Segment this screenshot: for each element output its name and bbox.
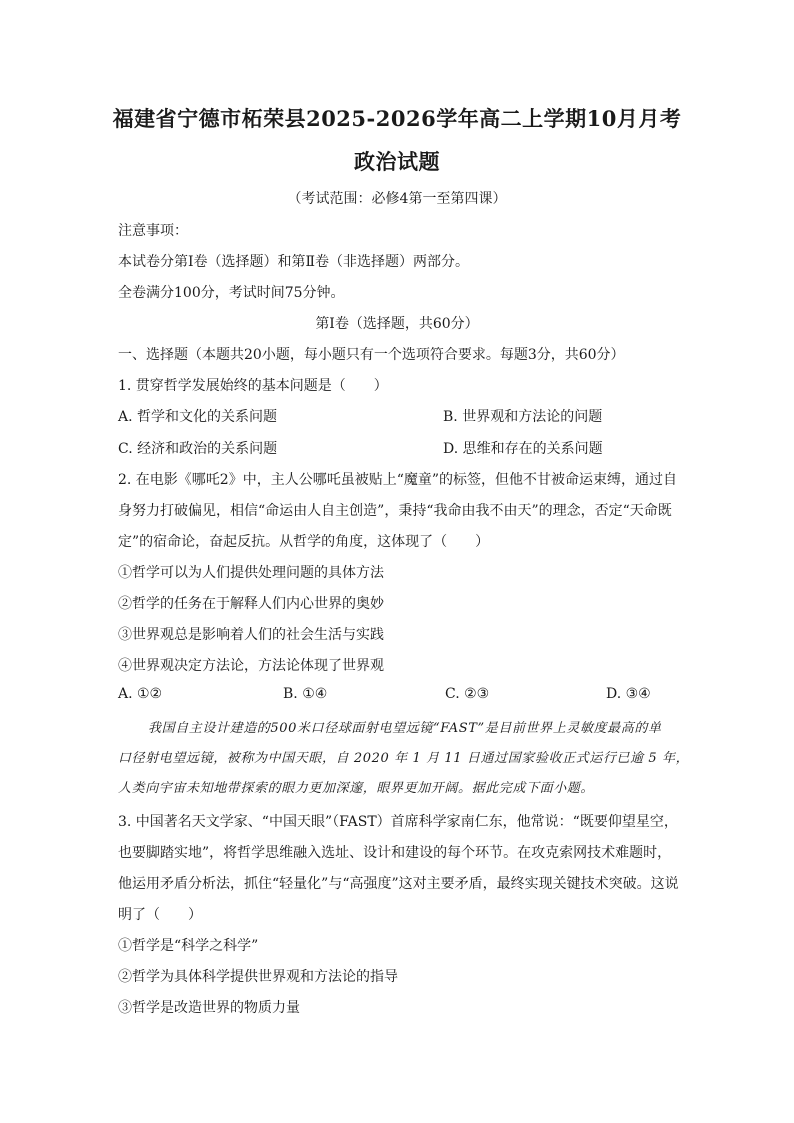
q2-stem-line-1: 2. 在电影《哪吒2》中，主人公哪吒虽被贴上“魔童”的标签，但他不甘被命运束缚，通过自 <box>118 472 678 488</box>
q3-stem-line-1: 3. 中国著名天文学家、“中国天眼”（FAST）首席科学家南仁东，他常说：“既要仰望星空， <box>118 814 678 830</box>
q2-option-d: D. ③④ <box>606 686 651 702</box>
q3-item-1: ①哲学是“科学之科学” <box>118 938 259 954</box>
q1-option-d: D. 思维和存在的关系问题 <box>443 441 603 457</box>
section-heading: 一、选择题（本题共20小题，每小题只有一个选项符合要求。每题3分，共60分） <box>118 347 625 363</box>
q2-option-b: B. ①④ <box>283 686 328 702</box>
q3-item-3: ③哲学是改造世界的物质力量 <box>118 1000 300 1016</box>
notes-line-2: 全卷满分100分，考试时间75分钟。 <box>118 285 345 301</box>
material-line-1: 我国自主设计建造的500米口径球面射电望远镜“FAST”是目前世界上灵敏度最高的单 <box>148 721 662 736</box>
q1-option-c: C. 经济和政治的关系问题 <box>118 441 278 457</box>
notes-line-1: 本试卷分第Ⅰ卷（选择题）和第Ⅱ卷（非选择题）两部分。 <box>118 254 470 270</box>
exam-scope: （考试范围：必修4第一至第四课） <box>287 191 507 207</box>
q2-stem-line-3: 定”的宿命论，奋起反抗。从哲学的角度，这体现了（ ） <box>118 534 490 550</box>
q2-item-3: ③世界观总是影响着人们的社会生活与实践 <box>118 627 384 643</box>
q2-stem-line-2: 身努力打破偏见，相信“命运由人自主创造”，秉持“我命由我不由天”的理念，否定“天命既 <box>118 503 672 519</box>
q3-stem-line-4: 明了（ ） <box>118 907 202 923</box>
q3-stem-line-2: 也要脚踏实地”，将哲学思维融入选址、设计和建设的每个环节。在攻克索网技术难题时， <box>118 845 672 861</box>
material-line-2: 口径射电望远镜，被称为中国天眼，自 2020 年 1 月 11 日通过国家验收正式运行已逾 5 年， <box>118 751 690 766</box>
q2-option-c: C. ②③ <box>445 686 490 702</box>
q2-item-4: ④世界观决定方法论，方法论体现了世界观 <box>118 658 384 674</box>
q3-stem-line-3: 他运用矛盾分析法，抓住“轻量化”与“高强度”这对主要矛盾，最终实现关键技术突破。这说 <box>118 876 679 892</box>
q2-item-1: ①哲学可以为人们提供处理问题的具体方法 <box>118 565 384 581</box>
volume-title: 第Ⅰ卷（选择题，共60分） <box>315 316 479 332</box>
material-line-3: 人类向宇宙未知地带探索的眼力更加深邃，眼界更加开阔。据此完成下面小题。 <box>118 781 595 796</box>
q3-item-2: ②哲学为具体科学提供世界观和方法论的指导 <box>118 969 398 985</box>
notes-heading: 注意事项： <box>118 223 188 239</box>
exam-title: 福建省宁德市柘荣县2025-2026学年高二上学期10月月考 <box>112 106 682 131</box>
q2-item-2: ②哲学的任务在于解释人们内心世界的奥妙 <box>118 596 384 612</box>
exam-subject: 政治试题 <box>354 149 440 174</box>
q2-option-a: A. ①② <box>118 686 163 702</box>
q1-stem: 1. 贯穿哲学发展始终的基本问题是（ ） <box>118 378 388 394</box>
q1-option-a: A. 哲学和文化的关系问题 <box>118 409 278 425</box>
q1-option-b: B. 世界观和方法论的问题 <box>443 409 603 425</box>
